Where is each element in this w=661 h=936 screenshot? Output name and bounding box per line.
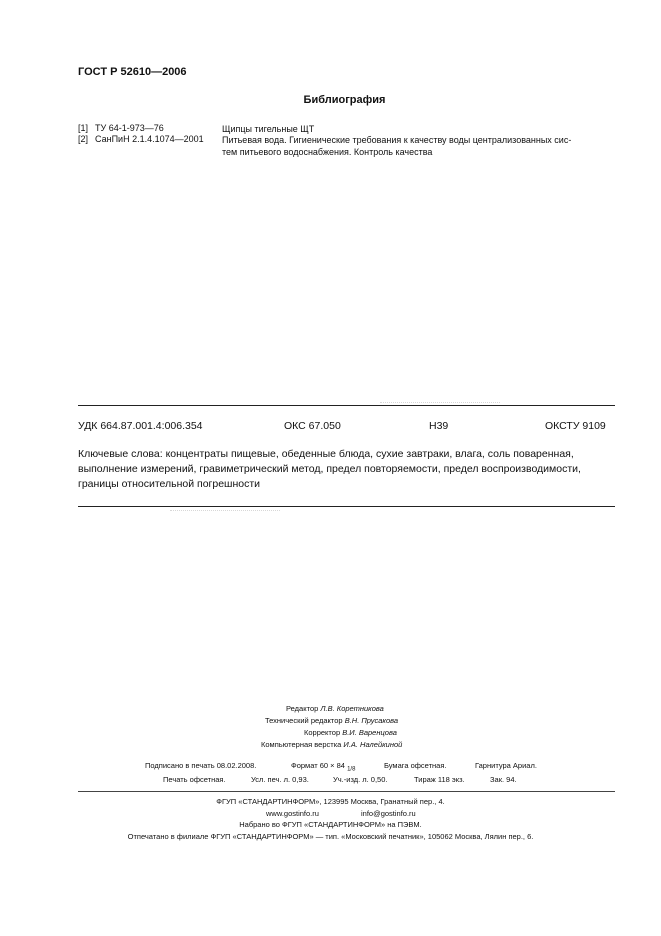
- udk-code: УДК 664.87.001.4:006.354: [78, 420, 203, 432]
- imprint-print: Печать офсетная.: [163, 775, 226, 784]
- reference-description-2-line-2: тем питьевого водоснабжения. Контроль качества: [222, 147, 433, 157]
- credit-editor: [286, 704, 384, 713]
- reference-description-1: Щипцы тигельные ЩТ: [222, 124, 315, 134]
- reference-code-1: ТУ 64-1-973—76: [95, 123, 164, 133]
- publisher-printed: Отпечатано в филиале ФГУП «СТАНДАРТИНФОРМ» — тип. «Московский печатник», 105062 Москва, Лялин пер., 6.: [127, 832, 534, 841]
- imprint-format: [291, 761, 355, 773]
- imprint-signed: Подписано в печать 08.02.2008.: [145, 761, 257, 770]
- divider-bottom: [78, 506, 615, 507]
- keywords-block: [78, 447, 618, 492]
- bibliography-title: Библиография: [303, 94, 386, 106]
- imprint-pub-sheets: Уч.-изд. л. 0,50.: [333, 775, 388, 784]
- publisher-address: ФГУП «СТАНДАРТИНФОРМ», 123995 Москва, Гранатный пер., 4.: [216, 797, 445, 806]
- imprint-format-label: Формат 60 × 84: [291, 761, 345, 770]
- imprint-paper: Бумага офсетная.: [384, 761, 447, 770]
- scan-artifact-2: [170, 510, 280, 511]
- imprint-order: Зак. 94.: [490, 775, 517, 784]
- imprint-format-fraction: 1/8: [347, 766, 356, 773]
- publisher-email: info@gostinfo.ru: [361, 809, 416, 818]
- credit-tech-editor: [265, 716, 398, 725]
- credit-proofreader-name: В.И. Варенцова: [342, 728, 397, 737]
- keywords-label: Ключевые слова:: [78, 448, 163, 460]
- credit-proofreader-label: Корректор: [304, 728, 341, 737]
- keywords-text: концентраты пищевые, обеденные блюда, сухие завтраки, влага, соль поваренная, выполнение измерений, гравиметрический метод, предел повторяемости, предел воспроизводимости, границы относительной погрешности: [78, 448, 581, 490]
- divider-top: [78, 405, 615, 406]
- credit-tech-editor-label: Технический редактор: [265, 716, 343, 725]
- reference-code-2: СанПиН 2.1.4.1074—2001: [95, 134, 204, 144]
- credit-layout: [261, 740, 402, 749]
- imprint-run: Тираж 118 экз.: [414, 775, 465, 784]
- publisher-typeset: Набрано во ФГУП «СТАНДАРТИНФОРМ» на ПЭВМ.: [239, 820, 422, 829]
- reference-description-2-line-1: Питьевая вода. Гигиенические требования к качеству воды централизованных сис-: [222, 135, 572, 145]
- credit-layout-name: И.А. Налейкиной: [343, 740, 403, 749]
- scan-artifact: [380, 402, 500, 403]
- publisher-website: www.gostinfo.ru: [266, 809, 319, 818]
- document-code: ГОСТ Р 52610—2006: [78, 66, 187, 78]
- okstu-code: ОКСТУ 9109: [545, 420, 606, 432]
- imprint-sheets: Усл. печ. л. 0,93.: [251, 775, 309, 784]
- credit-editor-name: Л.В. Коретникова: [320, 704, 384, 713]
- credit-proofreader: [304, 728, 397, 737]
- imprint-font: Гарнитура Ариал.: [475, 761, 537, 770]
- reference-number-1: [1]: [78, 123, 89, 133]
- credit-tech-editor-name: В.Н. Прусакова: [344, 716, 399, 725]
- group-code: Н39: [429, 420, 449, 432]
- divider-publisher: [78, 791, 615, 792]
- credit-layout-label: Компьютерная верстка: [261, 740, 342, 749]
- reference-number-2: [2]: [78, 134, 89, 144]
- oks-code: ОКС 67.050: [284, 420, 341, 432]
- credit-editor-label: Редактор: [286, 704, 319, 713]
